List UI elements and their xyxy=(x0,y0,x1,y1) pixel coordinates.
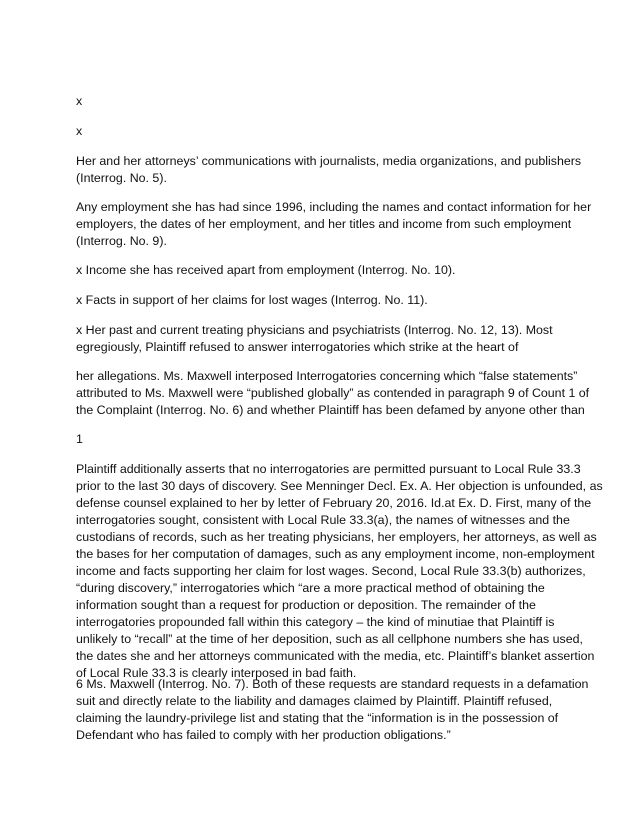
text-line: “during discovery,” interrogatories which “are a more practical method of obtaining the xyxy=(76,581,545,595)
page-number xyxy=(76,431,576,448)
text-line: 1 xyxy=(76,432,83,446)
text-line: Any employment she has had since 1996, including the names and contact information for her xyxy=(76,200,592,214)
text-line: of Local Rule 33.3 is clearly interposed in bad faith. xyxy=(76,666,357,680)
text-line: 6 Ms. Maxwell (Interrog. No. 7). Both of these requests are standard requests in a defamation xyxy=(76,677,589,691)
text-line: x Facts in support of her claims for lost wages (Interrog. No. 11). xyxy=(76,293,428,307)
text-line: information sought than a request for production or deposition. The remainder of the xyxy=(76,598,536,612)
text-line: Her and her attorneys’ communications with journalists, media organizations, and publishers xyxy=(76,154,582,168)
income-paragraph xyxy=(76,262,576,279)
text-line: Plaintiff additionally asserts that no interrogatories are permitted pursuant to Local Rule 33.3 xyxy=(76,462,581,476)
text-line: the dates she and her attorneys communicated with the media, etc. Plaintiff’s blanket assertion xyxy=(76,649,595,663)
text-line: (Interrog. No. 9). xyxy=(76,234,167,248)
text-line: prior to the last 30 days of discovery. See Menninger Decl. Ex. A. Her objection is unfounded, as xyxy=(76,479,603,493)
text-line: egregiously, Plaintiff refused to answer interrogatories which strike at the heart of xyxy=(76,340,519,354)
text-line: custodians of records, such as her treating physicians, her employers, her attorneys, as well as xyxy=(76,530,597,544)
physicians-paragraph xyxy=(76,322,576,356)
text-line: defense counsel explained to her by letter of February 20, 2016. Id.at Ex. D. First, many of the xyxy=(76,496,592,510)
allegations-paragraph xyxy=(76,368,590,419)
text-line: x xyxy=(76,94,83,108)
text-line: her allegations. Ms. Maxwell interposed Interrogatories concerning which “false statements” xyxy=(76,369,578,383)
communications-paragraph xyxy=(76,153,582,187)
lost-wages-paragraph xyxy=(76,292,576,309)
text-line: income and facts supporting her claim for lost wages. Second, Local Rule 33.3(b) authorizes, xyxy=(76,564,586,578)
text-line: interrogatories sought, consistent with Local Rule 33.3(a), the names of witnesses and the xyxy=(76,513,570,527)
text-line: claiming the laundry-privilege list and stating that the “information is in the possession of xyxy=(76,711,559,725)
text-line: x Her past and current treating physicians and psychiatrists (Interrog. No. 12, 13). Most xyxy=(76,323,553,337)
local-rule-paragraph xyxy=(76,461,603,682)
text-line: interrogatories propounded fall within this category – the kind of minutiae that Plaintiff is xyxy=(76,615,555,629)
footnote-paragraph xyxy=(76,676,589,744)
text-line: x xyxy=(76,124,83,138)
text-line: the bases for her computation of damages, such as any employment income, non-employment xyxy=(76,547,595,561)
text-line: employers, the dates of her employment, and her titles and income from such employment xyxy=(76,217,572,231)
text-line: unlikely to “recall” at the time of her deposition, such as all cellphone numbers she has used, xyxy=(76,632,583,646)
text-line: (Interrog. No. 5). xyxy=(76,171,167,185)
text-line: suit and directly relate to the liability and damages claimed by Plaintiff. Plaintiff refused, xyxy=(76,694,553,708)
bullet-marker-paragraph xyxy=(76,93,576,110)
text-line: x Income she has received apart from employment (Interrog. No. 10). xyxy=(76,263,456,277)
bullet-marker-paragraph xyxy=(76,123,576,140)
employment-paragraph xyxy=(76,199,592,250)
text-line: attributed to Ms. Maxwell were “published globally” as contended in paragraph 9 of Count 1 of xyxy=(76,386,590,400)
text-line: Defendant who has failed to comply with her production obligations.” xyxy=(76,728,451,742)
text-line: the Complaint (Interrog. No. 6) and whether Plaintiff has been defamed by anyone other than xyxy=(76,403,585,417)
